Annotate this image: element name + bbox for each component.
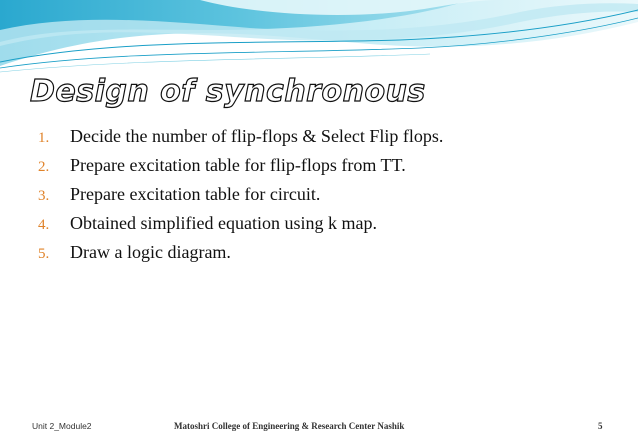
list-item-text: Prepare excitation table for flip-flops from TT. [70,155,406,175]
list-item-number: 1. [38,130,50,146]
list-item-number: 2. [38,159,50,175]
footer-module-label: Unit 2_Module2 [32,421,92,431]
footer-page-number: 5 [598,421,603,431]
list-item-text: Obtained simplified equation using k map. [70,213,377,233]
steps-list [38,126,618,271]
header-wave-decoration [0,0,638,80]
list-item [38,242,618,271]
list-item-text: Decide the number of flip-flops & Select Flip flops. [70,126,444,146]
list-item-text: Prepare excitation table for circuit. [70,184,321,204]
footer-institution: Matoshri College of Engineering & Research Center Nashik [174,421,405,431]
list-item [38,213,618,242]
slide-title: Design of synchronous [30,74,426,109]
list-item-number: 5. [38,246,50,262]
list-item-number: 4. [38,217,50,233]
list-item [38,126,618,155]
list-item [38,155,618,184]
list-item [38,184,618,213]
list-item-number: 3. [38,188,50,204]
list-item-text: Draw a logic diagram. [70,242,231,262]
